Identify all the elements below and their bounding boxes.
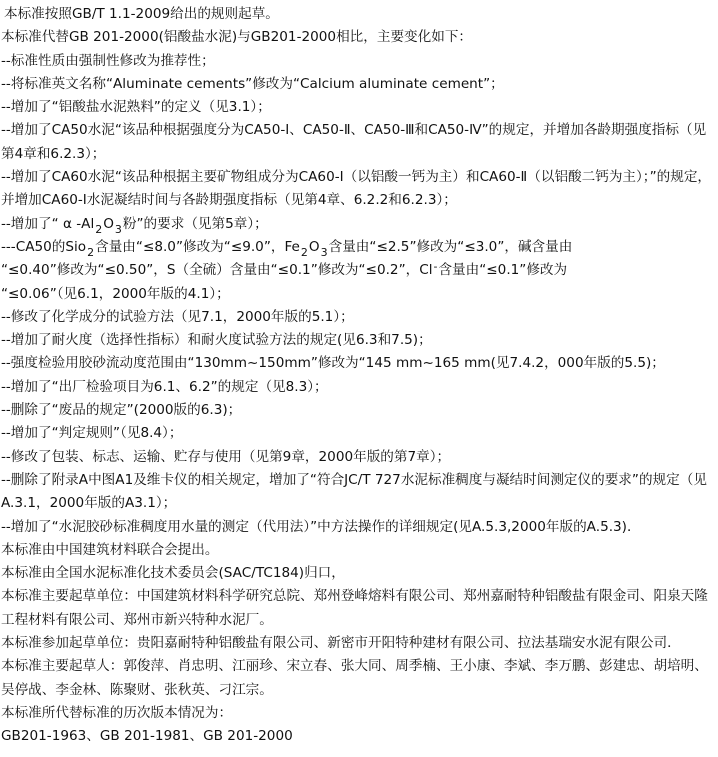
change-item: --增加了“出厂检验项目为6.1、6.2”的规定（见8.3）； [1, 378, 328, 395]
text-segment: 粉”的要求（见第5章）； [122, 215, 268, 232]
main-drafters-units: 本标准主要起草单位：中国建筑材料科学研究总院、郑州登峰熔料有限公司、郑州嘉耐特种铝酸盐有限金司、阳泉天隆工程材料有限公司、郑州市新兴特种水泥厂。 [1, 588, 708, 628]
subscript: 2 [87, 245, 95, 259]
main-drafters: 本标准主要起草人：郭俊萍、肖忠明、江丽珍、宋立春、张大同、周季楠、王小康、李斌、李万鹏、彭建忠、胡培明、吴停战、李金林、陈聚财、张秋英、刁江宗。 [1, 658, 708, 698]
drafting-rule-line: 本标准按照GB/T 1.1-2009给出的规则起草。 [4, 6, 279, 22]
change-item-ca50-composition [1, 236, 718, 259]
text-segment: ---CA50的Sio [1, 238, 87, 255]
change-item-continuation [1, 259, 718, 282]
subscript: 3 [320, 245, 328, 259]
superscript: - [433, 260, 438, 274]
change-item-continuation: “≤0.06”（见6.1，2000年版的4.1）； [1, 285, 230, 302]
subscript: 2 [300, 245, 308, 259]
text-segment: --增加了“ α -Al [1, 215, 95, 232]
history-intro: 本标准所代替标准的历次版本情况为： [1, 704, 233, 721]
participating-units: 本标准参加起草单位：贵阳嘉耐特种铝酸盐有限公司、新密市开阳特种建材有限公司、拉法基瑞安水泥有限公司． [1, 635, 681, 652]
change-item: --增加了“判定规则”（见8.4）； [1, 425, 183, 442]
committee-line: 本标准由全国水泥标准化技术委员会(SAC/TC184)归口， [1, 565, 345, 582]
subscript: 3 [114, 222, 122, 236]
change-item: --删除了附录A中图A1及维卡仪的相关规定，增加了“符合JC/T 727水泥标准稠度与凝结时间测定仪的要求”的规定（见A.3.1，2000年版的A3.1）； [1, 471, 707, 512]
text-segment: 含量由“≤8.0”修改为“≤9.0”，Fe [95, 238, 300, 255]
change-item: --删除了“废品的规定”(2000版的6.3)； [1, 402, 242, 419]
change-item: --增加了耐火度（选择性指标）和耐火度试验方法的规定(见6.3和7.5)； [1, 332, 432, 349]
text-segment: O [103, 215, 114, 232]
change-item: --强度检验用胶砂流动度范围由“130mm~150mm”修改为“145 mm~165 mm(见7.4.2，000年版的5.5)； [1, 355, 665, 372]
change-item: --将标准英文名称“Aluminate cements”修改为“Calcium aluminate cement”； [1, 75, 504, 92]
text-segment: “≤0.40”修改为“≤0.50”，S（全硫）含量由“≤0.1”修改为“≤0.2”，Cl [1, 262, 433, 279]
text-segment: O [308, 238, 320, 255]
change-item: --增加了CA60水泥“该品种根据主要矿物组成分为CA60-I（以铝酸一钙为主）和CA60-Ⅱ（以铝酸二钙为主）；”的规定，并增加CA60-I水泥凝结时间与各龄期强度指标（见第4章、6.2.2和6.2.3）； [1, 169, 712, 209]
change-item: --修改了化学成分的试验方法（见7.1，2000年版的5.1）； [1, 308, 354, 325]
history-versions: GB201-1963、GB 201-1981、GB 201-2000 [1, 728, 293, 745]
change-item: --修改了包装、标志、运输、贮存与使用（见第9章，2000年版的第7章）； [1, 448, 451, 465]
text-segment: 含量由“≤0.1”修改为 [438, 262, 568, 279]
replacement-intro-line: 本标准代替GB 201-2000(铝酸盐水泥)与GB201-2000相比，主要变化如下： [1, 29, 473, 46]
proposer-line: 本标准由中国建筑材料联合会提出。 [1, 541, 219, 558]
change-item-alumina-powder [1, 213, 718, 236]
change-item: --标准性质由强制性修改为推荐性； [1, 52, 215, 69]
subscript: 2 [95, 222, 103, 236]
change-item: --增加了“铝酸盐水泥熟料”的定义（见3.1）； [1, 99, 271, 116]
text-segment: 含量由“≤2.5”修改为“≤3.0”，碱含量由 [328, 238, 573, 255]
change-item: --增加了“水泥胶砂标准稠度用水量的测定（代用法）”中方法操作的详细规定(见A.5.3,2000年版的A.5.3)． [1, 518, 641, 535]
change-item: --增加了CA50水泥“该品种根据强度分为CA50-I、CA50-Ⅱ、CA50-Ⅲ和CA50-Ⅳ”的规定，并增加各龄期强度指标（见第4章和6.2.3）； [1, 122, 707, 162]
